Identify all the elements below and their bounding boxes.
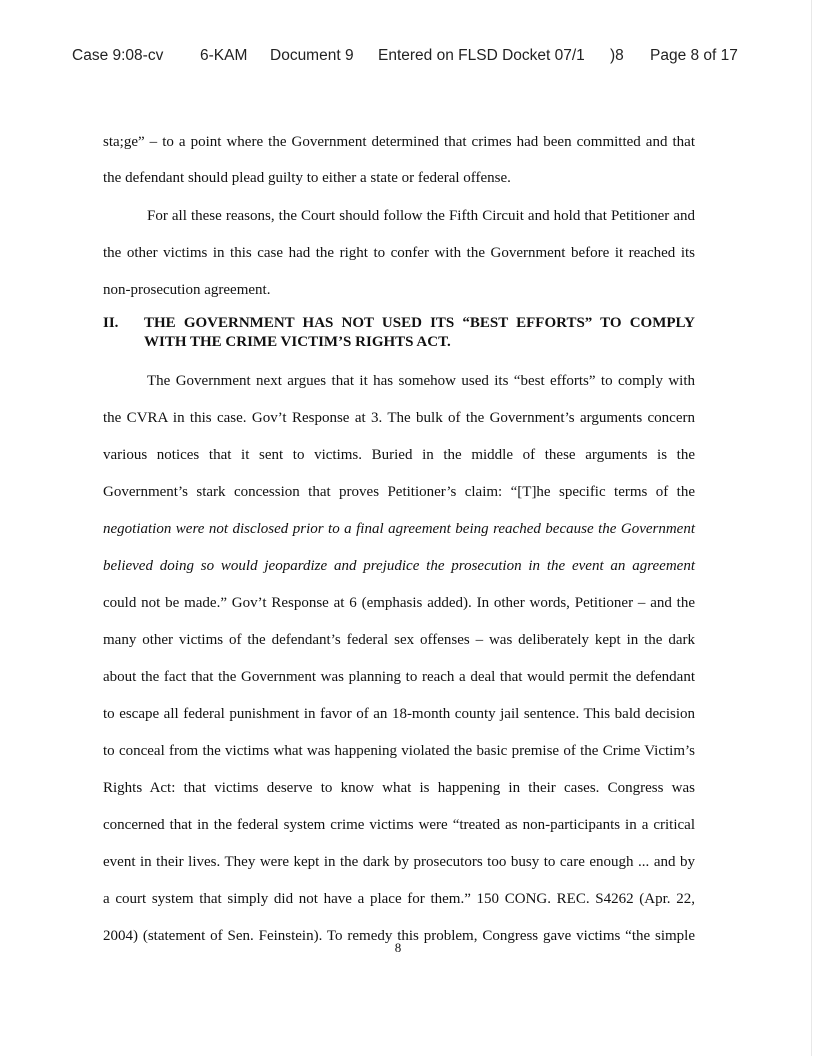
body-line: the defendant should plead guilty to either a state or federal offense.	[103, 170, 511, 186]
section-title-line: WITH THE CRIME VICTIM’S RIGHTS ACT.	[144, 334, 451, 350]
header-page: Page 8 of 17	[650, 47, 738, 64]
body-line: the CVRA in this case. Gov’t Response at 3. The bulk of the Government’s arguments concern	[103, 410, 695, 426]
body-line: the other victims in this case had the right to confer with the Government before it reached its	[103, 245, 695, 261]
section-title-line: THE GOVERNMENT HAS NOT USED ITS “BEST EFFORTS” TO COMPLY	[144, 315, 695, 331]
header-year: )8	[610, 47, 624, 64]
header-kam: 6-KAM	[200, 47, 248, 64]
body-line: sta;ge” – to a point where the Government determined that crimes had been committed and that	[103, 134, 695, 150]
section-heading-cont	[103, 332, 695, 352]
section-number: II.	[103, 315, 119, 331]
header-document: Document 9	[270, 47, 354, 64]
body-line: to escape all federal punishment in favor of an 18-month county jail sentence. This bald decision	[103, 706, 695, 722]
scan-edge	[811, 0, 812, 1056]
body-line: 2004) (statement of Sen. Feinstein). To remedy this problem, Congress gave victims “the simple	[103, 928, 695, 944]
body-line: negotiation were not disclosed prior to a final agreement being reached because the Government	[103, 521, 695, 537]
header-entered: Entered on FLSD Docket 07/1	[378, 47, 585, 64]
page-number: 8	[394, 940, 402, 955]
body-line: various notices that it sent to victims. Buried in the middle of these arguments is the	[103, 447, 695, 463]
body-line: non-prosecution agreement.	[103, 282, 271, 298]
section-heading	[103, 313, 695, 333]
body-line: event in their lives. They were kept in the dark by prosecutors too busy to care enough ... and by	[103, 854, 695, 870]
body-line: Government’s stark concession that proves Petitioner’s claim: “[T]he specific terms of the	[103, 484, 695, 500]
body-line: Rights Act: that victims deserve to know what is happening in their cases. Congress was	[103, 780, 695, 796]
body-line: concerned that in the federal system crime victims were “treated as non-participants in a critical	[103, 817, 695, 833]
body-line: about the fact that the Government was planning to reach a deal that would permit the defendant	[103, 669, 695, 685]
body-line: For all these reasons, the Court should follow the Fifth Circuit and hold that Petitioner and	[147, 208, 695, 224]
body-line: a court system that simply did not have a place for them.” 150 CONG. REC. S4262 (Apr. 22,	[103, 891, 695, 907]
body-line: The Government next argues that it has somehow used its “best efforts” to comply with	[147, 373, 695, 389]
body-line: many other victims of the defendant’s federal sex offenses – was deliberately kept in the dark	[103, 632, 695, 648]
header-case: Case 9:08-cv	[72, 47, 164, 64]
body-line: to conceal from the victims what was happening violated the basic premise of the Crime Victim’s	[103, 743, 695, 759]
body-line: could not be made.” Gov’t Response at 6 (emphasis added). In other words, Petitioner – and the	[103, 595, 695, 611]
body-line: believed doing so would jeopardize and prejudice the prosecution in the event an agreement	[103, 558, 695, 574]
docket-header	[72, 47, 772, 71]
